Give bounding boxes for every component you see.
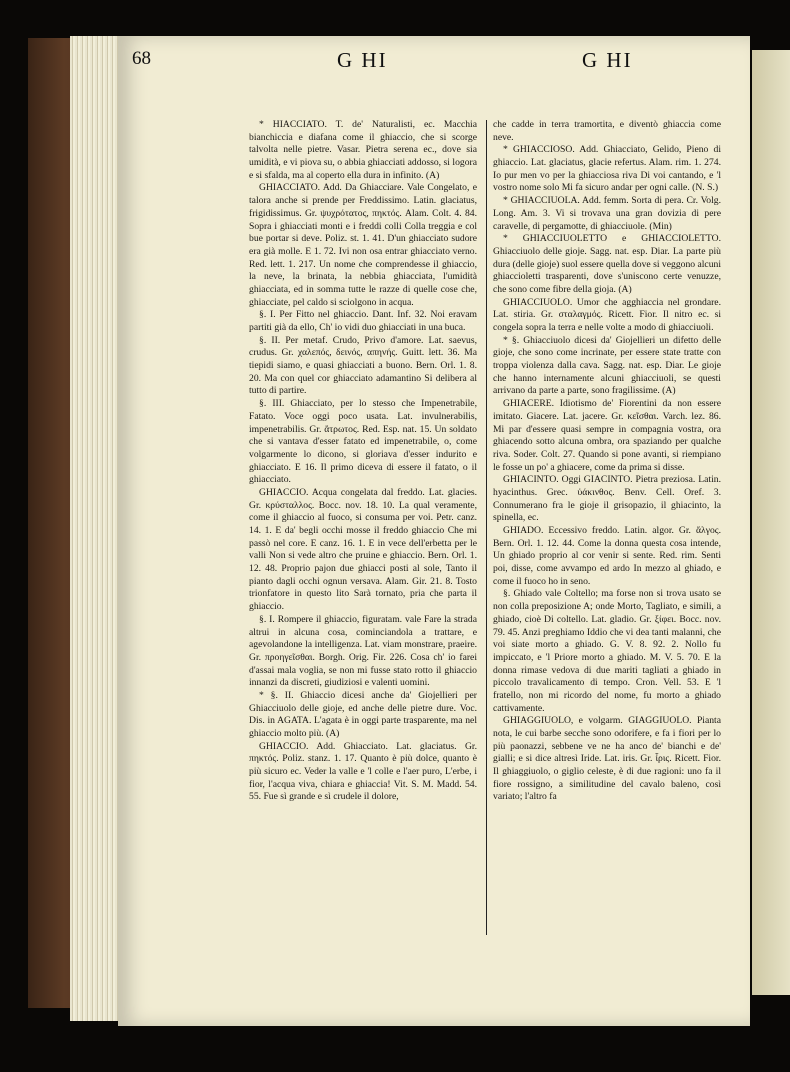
entry: GHIACINTO. Oggi GIACINTO. Pietra preziosa. Latin. hyacinthus. Grec. ὑάκινθος. Benv. Cell. Oref. 3. Connumerano fra le gioje il grisopazio, il ghiacinto, la spinella, ec. [493, 474, 721, 524]
entry: §. I. Per Fitto nel ghiaccio. Dant. Inf. 32. Noi eravam partiti già da ello, Ch' io vidi duo ghiacciati in una buca. [249, 309, 477, 333]
entry: §. III. Ghiacciato, per lo stesso che Impenetrabile, Fatato. Voce oggi poco usata. Lat. invulnerabilis, impenetrabilis. Gr. ἄτρωτος. Red. Esp. nat. 15. Un soldato che si vantava d'esser fatato ed impenetrabile, o, come volgarmente lo dicono, si gloriava d'esser indurito e ghiacciato. E 16. Il primo diceva di essere il fatato, o il ghiacciato. [249, 398, 477, 486]
page-number: 68 [132, 48, 151, 69]
entry: GHIACCIO. Acqua congelata dal freddo. Lat. glacies. Gr. κρύσταλλος. Bocc. nov. 18. 10. La qual veramente, come il ghiaccio al fuoco, si consuma per voi. Petr. canz. 14. 1. E da' begli occhi mosse il freddo ghiaccio Che mi passò nel core. E canz. 16. 1. E in vece dell'erbetta per le valli Non si vede altro che pruine e ghiaccio. Bern. Orl. 1. 12. 48. Proprio pajon due ghiacci posti al sole, Tanto il pianto dagli occhi ognun versava. Alam. Gir. 21. 8. Tosto trionfatore in questo lito Sarà tornato, pria che parta il ghiaccio. [249, 486, 477, 613]
entry: * GHIACCIUOLETTO e GHIACCIOLETTO. Ghiacciuolo delle gioje. Sagg. nat. esp. Diar. La parte più dura (delle gioje) suol essere quella dove si veggono alcuni ghiaccioletti trasparenti, dove s'uniscono certe venuzze, che sono come fibre della gioja. (A) [493, 233, 721, 295]
entry: GHIACERE. Idiotismo de' Fiorentini da non essere imitato. Giacere. Lat. jacere. Gr. κεῖσθαι. Varch. lez. 86. Mi par d'essere quasi sempre in compagnia vostra, ora ghiacendo sotto alcuna ombra, ora spaziando per qualche riva. Soder. Colt. 27. Quando si pone avanti, si riempiano le fosse un po' a ghiacere, come da prima si disse. [493, 398, 721, 473]
entry: GHIACCIATO. Add. Da Ghiacciare. Vale Congelato, e talora anche si prende per Freddissimo. Latin. glaciatus, frigidissimus. Gr. ψυχρότατος, πηκτός. Alam. Colt. 4. 84. Sopra i ghiacciati monti e i freddi colli Colla treggia e col bue portar si deve. Poliz. st. 1. 41. D'un ghiacciato sudore era già molle. E 1. 72. Ivi non osa entrar ghiacciato verno. Red. lett. 1. 217. Un nome che comprendesse il ghiaccio, la neve, la brinata, la nebbia ghiacciata, l'umidità ghiacciata, ed in somma tutte le razze di quelle cose che, ghiacciate, pel caldo si sciolgono in acqua. [249, 182, 477, 308]
entry: * GHIACCIUOLA. Add. femm. Sorta di pera. Cr. Volg. Long. Am. 3. Vi si trovava una gran dovizia di pere caravelle, di pergamotte, di ghiacciuole. (Min) [493, 195, 721, 232]
entry: GHIACCIUOLO. Umor che agghiaccia nel grondare. Lat. stiria. Gr. σταλαγμός. Ricett. Fior. Il nitro ec. si congela sopra la terra e nelle volte a modo di ghiacciuoli. [493, 296, 721, 333]
entry: * §. II. Ghiaccio dicesi anche da' Giojellieri per Ghiacciuolo delle gioje, ed anche delle pietre dure. Voc. Dis. in AGATA. L'agata è in oggi parte trasparente, ma nel ghiaccio molto più. (A) [249, 689, 477, 739]
facing-page-edge [752, 50, 790, 995]
running-header-left: G HI [337, 48, 388, 72]
right-column [493, 119, 721, 804]
entry: §. II. Per metaf. Crudo, Privo d'amore. Lat. saevus, crudus. Gr. χαλεπός, δεινός, απηνής. Guitt. lett. 36. Ma tiepidi siamo, e quasi ghiacciati a buono. Bern. Orl. 1. 8. 20. Ma con quel cor ghiacciato adamantino Si delibera al tutto di partire. [249, 334, 477, 397]
entry: GHIACCIO. Add. Ghiacciato. Lat. glaciatus. Gr. πηκτός. Poliz. stanz. 1. 17. Quanto è più dolce, quanto è più sicuro ec. Veder la valle e 'l colle e l'aer puro, L'erbe, i fior, l'acqua viva, chiara e ghiaccia! Vit. S. M. Madd. 54. 55. Fue sì grande e sì crudele il dolore, [249, 740, 477, 803]
entry: GHIADO. Eccessivo freddo. Latin. algor. Gr. ἄλγος. Bern. Orl. 1. 12. 44. Come la donna questa cosa intende, Un ghiado proprio al cor venir si sente. Red. rim. Senti poi, disse, come avvampo ed ardo In mezzo al ghiado, e come il fuoco ho in seno. [493, 525, 721, 587]
entry: GHIAGGIUOLO, e volgarm. GIAGGIUOLO. Pianta nota, le cui barbe secche sono odorifere, e fa i fiori per lo più paonazzi, sebbene ve ne ha anco de' bianchi e de' gialli; e si dice altresì Iride. Lat. iris. Gr. ἶρις. Ricett. Fior. Il ghiaggiuolo, o giglio celeste, è di due ragioni: uno fa il fiore rossigno, a similitudine del cavalo baleno, così variato; l'altro fa [493, 715, 721, 803]
entry: §. I. Rompere il ghiaccio, figuratam. vale Fare la strada altrui in alcuna cosa, cominciandola a trattare, e agevolandone la intelligenza. Lat. viam monstrare, praeire. Gr. προηγεῖσθαι. Borgh. Orig. Fir. 226. Cosa ch' io farei d'assai mala voglia, se non mi fusse stato rotto il ghiaccio innanzi da discreti, giudiziosi e valenti uomini. [249, 613, 477, 689]
entry: che cadde in terra tramortita, e diventò ghiaccia come neve. [493, 119, 721, 143]
entry: * §. Ghiacciuolo dicesi da' Giojellieri un difetto delle gioje, che sono come incrinate, per essere state tratte con troppa violenza dalla cava. Sagg. nat. esp. Diar. Le gioje che hanno internamente alcuni ghiacciuoli, se questi arrivano da parte a parte, sono fragilissime. (A) [493, 334, 721, 397]
entry: §. Ghiado vale Coltello; ma forse non si trova usato se non colla preposizione A; onde Morto, Tagliato, e simili, a ghiado, cioè Di coltello. Lat. gladio. Gr. ξίφει. Bocc. nov. 79. 45. Anzi preghiamo Iddio che vi dea tanti malanni, che voi siate morto a ghiado. G. V. 8. 92. 2. Nollo fu impiccato, e 'l Priore morto a ghiado. M. V. 5. 70. E la donna rimase vedova di due mariti tagliati a ghiado in piccolo travalicamento di tempo. Cron. Vell. 53. E 'l fratello, non mi ricordo del nome, fu morto a ghiado cattivamente. [493, 588, 721, 714]
entry: * HIACCIATO. T. de' Naturalisti, ec. Macchia bianchiccia e diafana come il ghiaccio, che si scorge talvolta nelle pietre. Vasar. Pietra serena ec., dove sia umidità, e vi piova su, o abbia ghiacciati addosso, si logora e si sfalda, ma al coperto ella dura in infinito. (A) [249, 119, 477, 181]
column-divider [486, 120, 487, 935]
left-column [249, 119, 477, 804]
entry: * GHIACCIOSO. Add. Ghiacciato, Gelido, Pieno di ghiaccio. Lat. glaciatus, glacie refertus. Alam. rim. 1. 274. Io pur men vo per la ghiacciosa riva Di voi cantando, e 'l vostro nome solo Mi fa sicuro andar per ogni calle. (N. S.) [493, 144, 721, 194]
running-header-right: G HI [582, 48, 633, 72]
page-edges [70, 36, 122, 1021]
